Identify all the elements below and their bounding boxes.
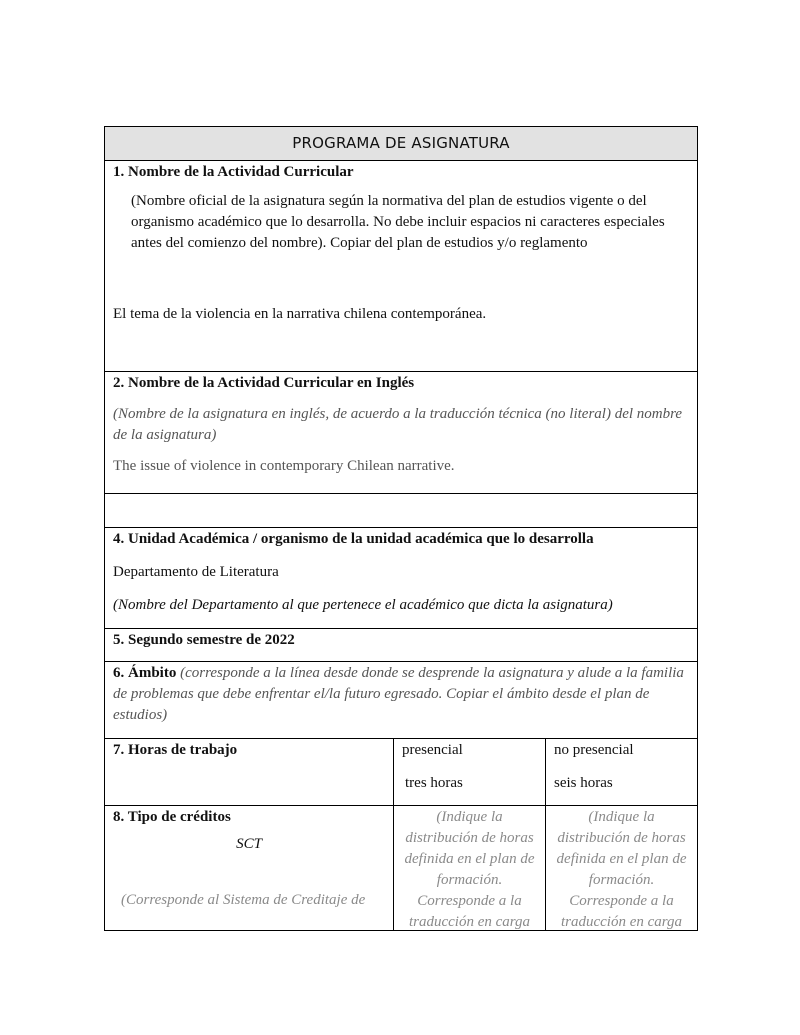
no-presencial-label: no presencial (554, 742, 634, 758)
section-8-col3-cell (546, 806, 698, 931)
section-8-col2-cell (394, 806, 546, 931)
section-7-no-presencial-cell (546, 739, 698, 806)
section-6-heading: 6. Ámbito (113, 665, 177, 681)
no-presencial-value: seis horas (554, 775, 613, 791)
section-6 (105, 662, 698, 739)
section-2 (105, 372, 698, 494)
section-1-heading: 1. Nombre de la Actividad Curricular (113, 164, 354, 180)
section-8-col3-instructions: (Indique la distribución de horas definida en el plan de formación. Corresponde a la traducción en carga (556, 809, 687, 930)
section-6-instructions: (corresponde a la línea desde donde se desprende la asignatura y alude a la familia de problemas que debe enfrentar el/la futuro egresado. Copiar el ámbito desde el plan de estudios) (113, 665, 684, 723)
section-2-heading: 2. Nombre de la Actividad Curricular en Inglés (113, 375, 415, 391)
section-2-value: The issue of violence in contemporary Chilean narrative. (113, 458, 455, 474)
section-4-heading: 4. Unidad Académica / organismo de la unidad académica que lo desarrolla (113, 531, 594, 547)
section-5-heading: 5. Segundo semestre de 2022 (113, 632, 295, 648)
section-4 (105, 528, 698, 629)
section-7-heading: 7. Horas de trabajo (113, 742, 238, 758)
section-8-instructions: (Corresponde al Sistema de Creditaje de (121, 892, 366, 908)
presencial-label: presencial (402, 742, 463, 758)
program-table (104, 126, 698, 931)
section-4-instructions: (Nombre del Departamento al que pertenece el académico que dicta la asignatura) (113, 597, 613, 613)
section-8-value: SCT (236, 836, 262, 852)
section-1 (105, 161, 698, 372)
section-1-instructions: (Nombre oficial de la asignatura según la normativa del plan de estudios vigente o del organismo académico que lo desarrolla. No debe incluir espacios ni caracteres especiales antes del comienzo del nombre). Copiar del plan de estudios y/o reglamento (131, 193, 665, 251)
section-6-text (113, 663, 689, 726)
section-8-label-cell (105, 806, 394, 931)
section-1-value: El tema de la violencia en la narrativa chilena contemporánea. (113, 306, 487, 322)
section-7-presencial-cell (394, 739, 546, 806)
section-2-instructions: (Nombre de la asignatura en inglés, de acuerdo a la traducción técnica (no literal) del nombre de la asignatura) (113, 406, 683, 443)
program-document (104, 126, 697, 931)
section-7-label-cell (105, 739, 394, 806)
section-8-col2-instructions: (Indique la distribución de horas definida en el plan de formación. Corresponde a la traducción en carga (404, 809, 535, 930)
page-title: PROGRAMA DE ASIGNATURA (105, 127, 698, 161)
section-8-heading: 8. Tipo de créditos (113, 809, 231, 825)
section-5 (105, 629, 698, 662)
section-3-empty (105, 494, 698, 528)
section-4-value: Departamento de Literatura (113, 564, 279, 580)
presencial-value: tres horas (405, 775, 463, 791)
